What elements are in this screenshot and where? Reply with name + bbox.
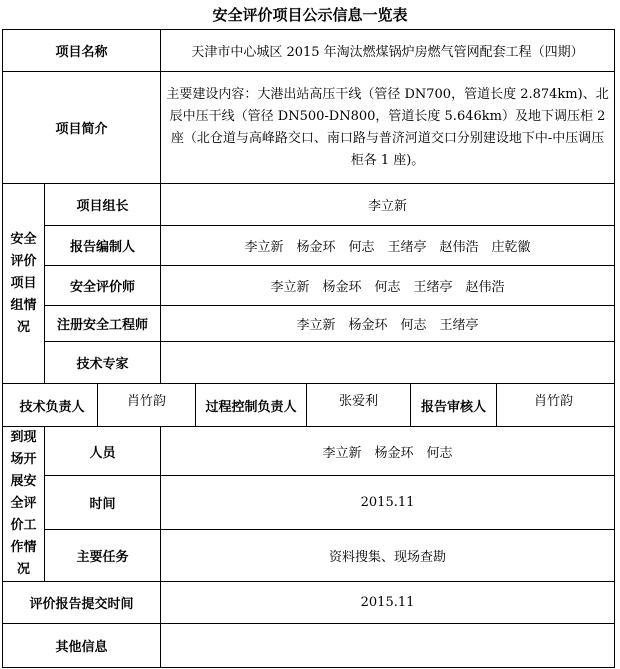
- tech-experts-label: 技术专家: [45, 342, 161, 384]
- safety-assessors-label: 安全评价师: [45, 266, 161, 306]
- row-project-name: [3, 30, 615, 72]
- row-team-leader: [3, 184, 615, 226]
- registered-engineers-value: 李立新 杨金环 何志 王绪亭: [161, 306, 615, 342]
- other-info-value: [161, 624, 615, 668]
- site-staff-label: 人员: [45, 427, 161, 476]
- submit-time-label: 评价报告提交时间: [3, 582, 161, 624]
- tech-lead-value: 肖竹韵: [98, 384, 196, 426]
- tech-experts-value: [161, 342, 615, 384]
- project-name-label: 项目名称: [3, 30, 161, 72]
- row-site-time: [3, 476, 615, 530]
- row-site-tasks: [3, 530, 615, 582]
- site-staff-value: 李立新 杨金环 何志: [161, 427, 615, 476]
- site-tasks-label: 主要任务: [45, 530, 161, 582]
- row-responsibles: [3, 384, 615, 427]
- project-name-value: 天津市中心城区 2015 年淘汰燃煤锅炉房燃气管网配套工程（四期）: [161, 30, 615, 72]
- report-reviewer-value: 肖竹韵: [534, 394, 574, 409]
- submit-time-value: 2015.11: [161, 582, 615, 624]
- site-time-label: 时间: [45, 476, 161, 530]
- other-info-label: 其他信息: [3, 624, 161, 668]
- row-site-staff: [3, 427, 615, 476]
- team-leader-label: 项目组长: [45, 184, 161, 226]
- row-safety-assessors: [3, 266, 615, 306]
- process-control-value: 张爱利: [307, 384, 411, 426]
- tech-lead-label: 技术负责人: [7, 384, 98, 426]
- document-title: 安全评价项目公示信息一览表: [212, 6, 408, 24]
- project-intro-value: 主要建设内容：大港出站高压干线（管径 DN700，管道长度 2.874km)、北辰中压干线（管径 DN500-DN800，管道长度 5.646km）及地下调压柜 2 座（北仓道与高峰路交口、南口路与普济河道交口分别建设地下中-中压调压柜各 1 座)。: [161, 72, 615, 184]
- site-time-value: 2015.11: [161, 476, 615, 530]
- safety-assessors-value: 李立新 杨金环 何志 王绪亭 赵伟浩: [161, 266, 615, 306]
- row-submit-time: [3, 582, 615, 624]
- site-group-label: 到现场开展安全评价工作情况: [3, 427, 45, 582]
- row-registered-engineers: [3, 306, 615, 342]
- row-project-intro: [3, 72, 615, 184]
- row-tech-experts: [3, 342, 615, 384]
- site-tasks-value: 资料搜集、现场查勘: [161, 530, 615, 582]
- info-table: [2, 29, 615, 668]
- team-group-label: 安全评价项目组情况: [3, 184, 45, 384]
- report-reviewer-label: 报告审核人: [411, 384, 497, 426]
- row-report-authors: [3, 226, 615, 266]
- process-control-label: 过程控制负责人: [196, 384, 307, 426]
- project-intro-label: 项目简介: [3, 72, 161, 184]
- team-leader-value: 李立新: [161, 184, 615, 226]
- registered-engineers-label: 注册安全工程师: [45, 306, 161, 342]
- row-other-info: [3, 624, 615, 668]
- responsibles-cell: [3, 384, 615, 427]
- report-authors-label: 报告编制人: [45, 226, 161, 266]
- report-authors-value: 李立新 杨金环 何志 王绪亭 赵伟浩 庄乾徽: [161, 226, 615, 266]
